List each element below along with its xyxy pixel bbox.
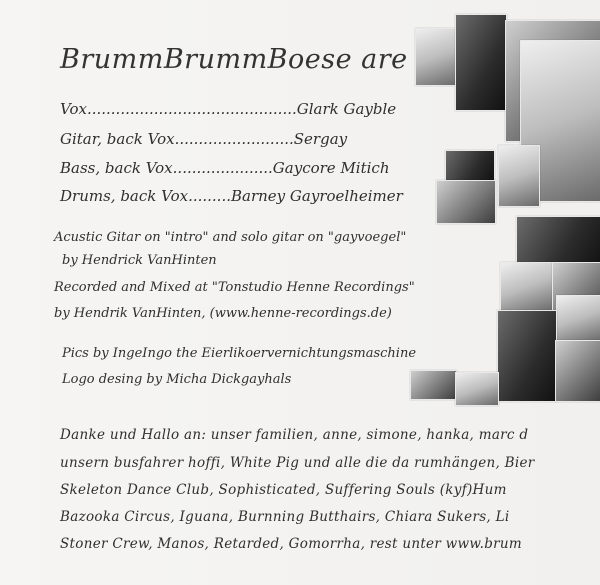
thanks-line: Skeleton Dance Club, Sophisticated, Suffering Souls (kyf)Hum bbox=[60, 482, 507, 498]
credit-pics: Pics by IngeIngo the Eierlikoervernichtungsmaschine bbox=[62, 346, 417, 361]
collage-photo bbox=[455, 372, 499, 406]
lineup-dots: ..................... bbox=[172, 159, 273, 177]
collage-photo bbox=[516, 216, 600, 268]
lineup-dots: ......................... bbox=[174, 130, 294, 148]
thanks-line: Bazooka Circus, Iguana, Burnning Butthairs, Chiara Sukers, Li bbox=[60, 509, 510, 525]
lineup-dots: ......... bbox=[188, 187, 231, 205]
thanks-line: Stoner Crew, Manos, Retarded, Gomorrha, rest unter www.brum bbox=[60, 536, 523, 552]
lineup-role: Drums, back Vox bbox=[60, 187, 189, 205]
collage-photo bbox=[436, 180, 496, 224]
collage-photo bbox=[455, 14, 507, 111]
thanks-line: Danke und Hallo an: unser familien, anne, simone, hanka, marc d bbox=[60, 427, 529, 443]
collage-photo bbox=[497, 310, 557, 402]
collage-photo bbox=[415, 28, 457, 86]
lineup-role: Gitar, back Vox bbox=[60, 130, 175, 148]
credit-acoustic-by: by Hendrick VanHinten bbox=[62, 253, 217, 268]
credit-recorded-by: by Hendrik VanHinten, (www.henne-recordings.de) bbox=[54, 306, 392, 321]
lineup-row-vox bbox=[60, 100, 396, 118]
collage-photo bbox=[445, 150, 495, 182]
credit-recorded: Recorded and Mixed at "Tonstudio Henne Recordings" bbox=[54, 280, 415, 295]
lineup-member: Barney Gayroelheimer bbox=[231, 187, 403, 205]
lineup-role: Bass, back Vox bbox=[60, 159, 173, 177]
thanks-line: unsern busfahrer hoffi, White Pig und alle die da rumhängen, Bier bbox=[60, 455, 535, 471]
lineup-row-gitar bbox=[60, 130, 347, 148]
lineup-role: Vox bbox=[60, 100, 87, 118]
lineup-member: Gaycore Mitich bbox=[272, 159, 390, 177]
credit-logo: Logo desing by Micha Dickgayhals bbox=[62, 372, 292, 387]
band-title: BrummBrummBoese are bbox=[60, 44, 408, 75]
lineup-dots: ............................................ bbox=[86, 100, 297, 118]
collage-photo bbox=[556, 295, 600, 342]
collage-photo bbox=[500, 262, 554, 312]
collage-photo bbox=[555, 340, 600, 402]
credit-acoustic: Acustic Gitar on "intro" and solo gitar on "gayvoegel" bbox=[54, 230, 407, 245]
collage-photo bbox=[498, 145, 540, 207]
collage-photo bbox=[410, 370, 457, 400]
lineup-row-bass bbox=[60, 159, 390, 177]
lineup-member: Glark Gayble bbox=[296, 100, 397, 118]
lineup-row-drums bbox=[60, 187, 403, 205]
lineup-member: Sergay bbox=[293, 130, 348, 148]
